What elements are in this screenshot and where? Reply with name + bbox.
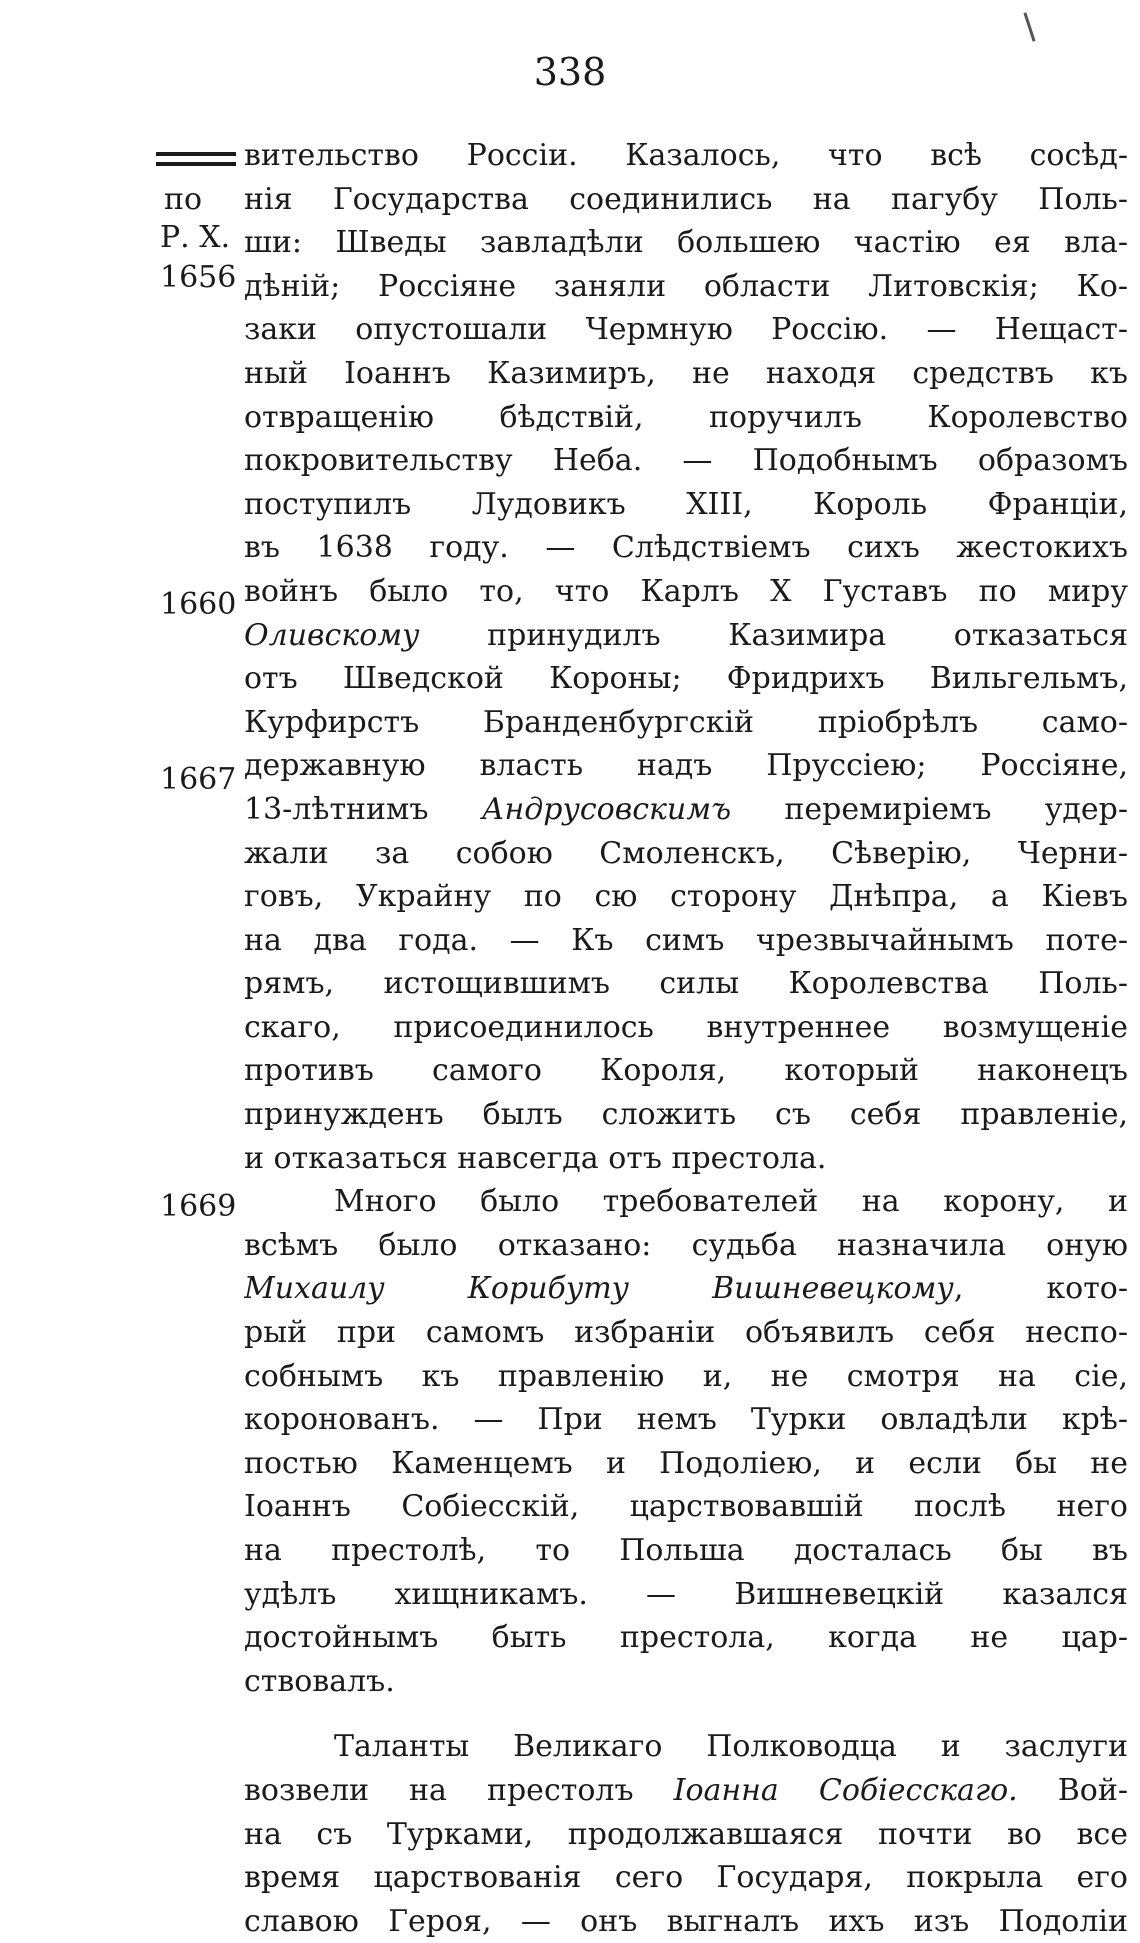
text-line: войнъ было то, что Карлъ X Густавъ по миру <box>244 573 1128 609</box>
text-line: ши: Шведы завладѣли большею частію ея вла- <box>244 225 1128 261</box>
scan-mark <box>1023 12 1035 41</box>
text-line: рый при самомъ избраніи объявилъ себя неспо- <box>244 1315 1128 1351</box>
text-line: отвращенію бѣдствій, поручилъ Королевство <box>244 399 1128 435</box>
text-line: рямъ, истощившимъ силы Королевства Поль- <box>244 966 1128 1002</box>
text-line: скаго, присоединилось внутреннее возмущеніе <box>244 1009 1128 1045</box>
text-line: славою Героя, — онъ выгналъ ихъ изъ Подоліи <box>244 1903 1128 1939</box>
text-line: на престолѣ, то Польша досталась бы въ <box>244 1533 1128 1568</box>
text-line: на съ Турками, продолжавшаяся почти во все <box>244 1816 1128 1852</box>
text-line: ствовалъ. <box>244 1663 395 1699</box>
text-line: въ 1638 году. — Слѣдствіемъ сихъ жестокихъ <box>244 530 1128 566</box>
text-column <box>244 134 1128 1943</box>
italic-phrase: Михаилу Корибуту Вишневецкому <box>244 1271 954 1307</box>
text-line: Іоаннъ Собіесскій, царствовавшій послѣ него <box>244 1489 1128 1525</box>
text-line: покровительству Неба. — Подобнымъ образомъ <box>244 443 1128 479</box>
text-line: Таланты Великаго Полководца и заслуги <box>334 1729 1128 1765</box>
text-line: отъ Шведской Короны; Фридрихъ Вильгельмъ, <box>244 661 1128 697</box>
text-line: ный Іоаннъ Казимиръ, не находя средствъ къ <box>244 355 1128 391</box>
margin-note-year: 1656 <box>160 260 237 295</box>
text-line: говъ, Украйну по сю сторону Днѣпра, а Кіевъ <box>244 879 1128 915</box>
text-line: жали за собою Смоленскъ, Сѣверію, Черни- <box>244 835 1128 871</box>
text-line: и отказаться навсегда отъ престола. <box>244 1140 827 1176</box>
text-line: на два года. — Къ симъ чрезвычайнымъ поте- <box>244 922 1128 958</box>
text-line: достойнымъ быть престола, когда не цар- <box>244 1620 1128 1656</box>
margin-note-year: 1667 <box>160 762 237 797</box>
text-line: вительство Россіи. Казалось, что всѣ сосѣд- <box>244 138 1128 173</box>
margin-note-year: 1669 <box>160 1189 237 1224</box>
text-line: державную власть надъ Пруссіею; Россіяне, <box>244 748 1128 784</box>
text-line: Много было требователей на корону, и <box>334 1184 1128 1220</box>
text-line: поступилъ Лудовикъ XIII, Король Франціи, <box>244 486 1128 522</box>
margin-note-rx: Р. Х. <box>160 220 231 255</box>
text-line: заки опустошали Чермную Россію. — Нещаст- <box>244 312 1128 348</box>
text-line: коронованъ. — При немъ Турки овладѣли крѣ- <box>244 1402 1128 1438</box>
text-line: постью Каменцемъ и Подоліею, и если бы не <box>244 1445 1128 1481</box>
page-number: 338 <box>533 50 607 94</box>
text-line: нія Государства соединились на пагубу Поль- <box>244 181 1128 217</box>
text-line: всѣмъ было отказано: судьба назначила оную <box>244 1227 1128 1263</box>
text-line: удѣлъ хищникамъ. — Вишневецкій казался <box>244 1576 1128 1612</box>
paragraph-rule <box>156 152 236 166</box>
text-line: возвели на престолъ Іоанна Собіесскаго. Вой- <box>244 1772 1128 1808</box>
italic-phrase: Андрусовскимъ <box>481 791 732 827</box>
margin-note-po: по <box>164 182 203 217</box>
text-line: принужденъ былъ сложить съ себя правленіе, <box>244 1097 1128 1133</box>
margin-note-year: 1660 <box>160 587 237 622</box>
text-line: Михаилу Корибуту Вишневецкому, кото- <box>244 1271 1128 1307</box>
text-line: Оливскому принудилъ Казимира отказаться <box>244 617 1128 653</box>
text-line: собнымъ къ правленію и, не смотря на сіе, <box>244 1358 1128 1394</box>
italic-phrase: Іоанна Собіесскаго. <box>673 1772 1018 1808</box>
text-line: 13-лѣтнимъ Андрусовскимъ перемиріемъ удер- <box>244 791 1128 827</box>
italic-phrase: Оливскому <box>244 617 420 653</box>
text-line: время царствованія сего Государя, покрыла его <box>244 1860 1128 1896</box>
text-line: Курфирстъ Бранденбургскій пріобрѣлъ само- <box>244 704 1128 740</box>
text-line: противъ самого Короля, который наконецъ <box>244 1053 1128 1089</box>
text-line: дѣній; Россіяне заняли области Литовскія; Ко- <box>244 268 1128 304</box>
